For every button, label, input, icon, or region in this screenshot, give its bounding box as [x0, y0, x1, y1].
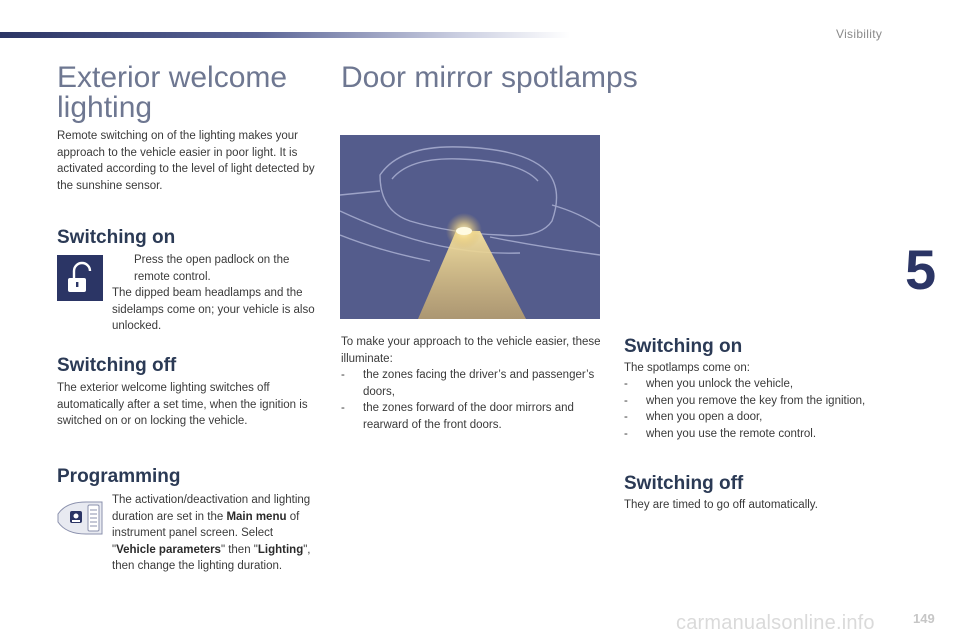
spotlamp-on-intro: The spotlamps come on:	[624, 362, 750, 374]
switching-on-result: The dipped beam headlamps and the sidelamps come on; your vehicle is also unlocked.	[112, 287, 315, 332]
spotlamp-zone-list	[341, 367, 606, 433]
list-item: - when you remove the key from the ignition,	[624, 394, 866, 407]
watermark-text: carmanualsonline.info	[676, 612, 875, 634]
page-number: 149	[913, 611, 935, 626]
programming-text: The activation/deactivation and lighting duration are set in the Main menu of instrument panel screen. Select "Vehicle parameters" then "Lighting", then change the lighting duration.	[112, 494, 311, 572]
list-item: - the zones facing the driver’s and passenger’s doors,	[341, 369, 595, 398]
intro-paragraph: Remote switching on of the lighting makes your approach to the vehicle easier in poor light. It is activated according to the level of light detected by the sunshine sensor.	[57, 130, 315, 192]
page-title-right: Door mirror spotlamps	[341, 61, 638, 94]
page-title-left: Exterior welcome lighting	[57, 61, 288, 124]
unlock-padlock-icon	[57, 255, 103, 301]
spotlamp-off-text: They are timed to go off automatically.	[624, 499, 818, 511]
heading-switching-on-left: Switching on	[57, 227, 176, 248]
spotlamp-on-list	[624, 376, 894, 442]
heading-switching-on-right: Switching on	[624, 336, 743, 357]
spotlamp-description: To make your approach to the vehicle easier, these illuminate:	[341, 336, 601, 365]
heading-switching-off-right: Switching off	[624, 473, 744, 494]
list-item: - the zones forward of the door mirrors and rearward of the front doors.	[341, 402, 574, 431]
list-item: - when you open a door,	[624, 411, 763, 423]
heading-switching-off-left: Switching off	[57, 355, 177, 376]
heading-programming: Programming	[57, 466, 181, 487]
chapter-number: 5	[905, 238, 937, 301]
list-item: - when you use the remote control.	[624, 427, 817, 440]
instrument-panel-menu-icon	[56, 500, 104, 536]
door-mirror-spotlamp-illustration	[340, 135, 600, 319]
header-gradient-bar	[0, 32, 570, 38]
list-item: - when you unlock the vehicle,	[624, 378, 794, 390]
switching-off-text-left: The exterior welcome lighting switches off automatically after a set time, when the ignition is switched on or on locking the vehicle.	[57, 382, 308, 427]
section-label: Visibility	[836, 27, 883, 41]
switching-on-step: Press the open padlock on the remote control.	[134, 254, 290, 283]
